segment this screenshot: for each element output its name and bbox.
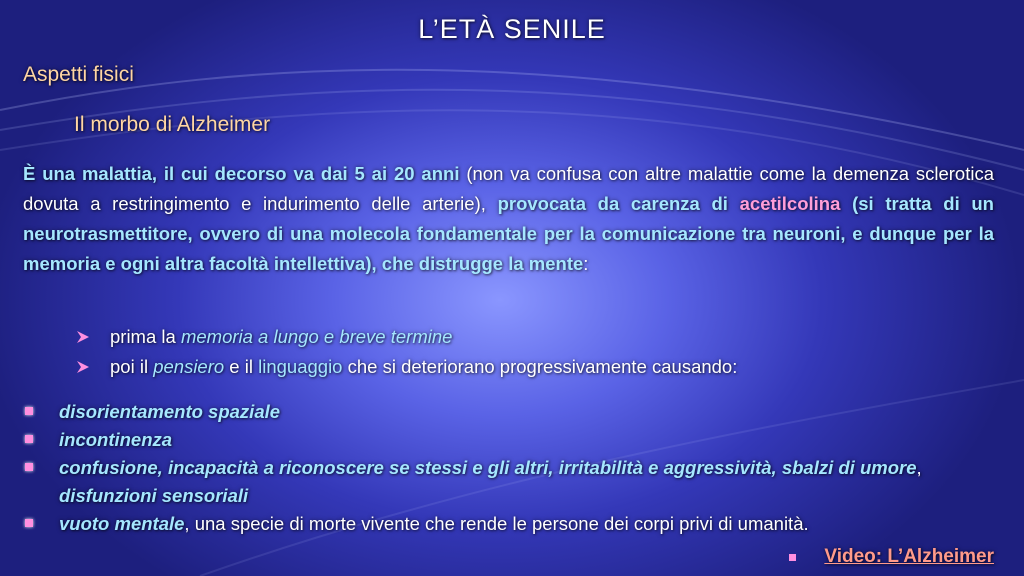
paragraph-part-3: provocata da carenza di: [497, 193, 740, 214]
paragraph-part-5: (si tratta di un neurotrasmettitore, ovvero di una molecola fondamentale per la comunicazione tra neuroni, e dunque per la memoria e ogni altra facoltà intellettiva), che distrugge la mente: [23, 193, 994, 274]
page-title: L’ETÀ SENILE: [418, 14, 606, 44]
arrow-item-emphasis: pensiero: [153, 356, 225, 377]
symptom-text: disorientamento spaziale: [59, 401, 281, 422]
arrow-list-item: [76, 352, 737, 382]
list-item: [23, 398, 1003, 426]
paragraph-keyword-acetilcolina: acetilcolina: [739, 193, 841, 214]
video-link[interactable]: Video: L’Alzheimer: [824, 546, 994, 567]
square-bullet-icon: [25, 435, 33, 443]
symptom-separator: ,: [916, 457, 922, 478]
subsection-heading: Il morbo di Alzheimer: [74, 113, 271, 136]
symptom-text: incontinenza: [59, 429, 173, 450]
paragraph-part-2: (non va confusa con altre malattie come la demenza sclerotica dovuta a restringimento e indurimento delle arterie),: [23, 163, 995, 214]
symptom-text: disfunzioni sensoriali: [59, 485, 249, 506]
square-bullet-icon: [25, 407, 33, 415]
list-item: [23, 426, 1003, 454]
arrow-item-emphasis: linguaggio: [258, 356, 343, 377]
symptom-text: vuoto mentale: [59, 513, 185, 534]
arrow-item-text: poi il: [110, 356, 154, 377]
arrow-item-text: e il: [224, 356, 259, 377]
square-bullet-icon: [25, 519, 33, 527]
symptom-list: [23, 398, 1003, 538]
arrow-item-emphasis: memoria a lungo e breve termine: [180, 326, 453, 347]
paragraph-part-1: È una malattia, il cui decorso va dai 5 ai 20 anni: [23, 163, 460, 184]
arrow-bullet-icon: [76, 360, 90, 374]
list-item: [23, 454, 1003, 510]
arrow-item-text: che si deteriorano progressivamente causando:: [342, 356, 738, 377]
main-paragraph: [23, 159, 994, 279]
section-heading: Aspetti fisici: [23, 63, 134, 86]
arrow-list-item: [76, 322, 737, 352]
square-bullet-icon: [25, 463, 33, 471]
arrow-list: [76, 322, 737, 382]
paragraph-part-6: :: [583, 253, 589, 274]
symptom-description: , una specie di morte vivente che rende le persone dei corpi privi di umanità.: [184, 513, 809, 534]
square-bullet-icon: [789, 554, 796, 561]
symptom-text: confusione, incapacità a riconoscere se stessi e gli altri, irritabilità e aggressività, sbalzi di umore: [59, 457, 917, 478]
arrow-item-text: prima la: [110, 326, 181, 347]
arrow-bullet-icon: [76, 330, 90, 344]
video-link-row: [789, 546, 994, 568]
list-item: [23, 510, 1003, 538]
